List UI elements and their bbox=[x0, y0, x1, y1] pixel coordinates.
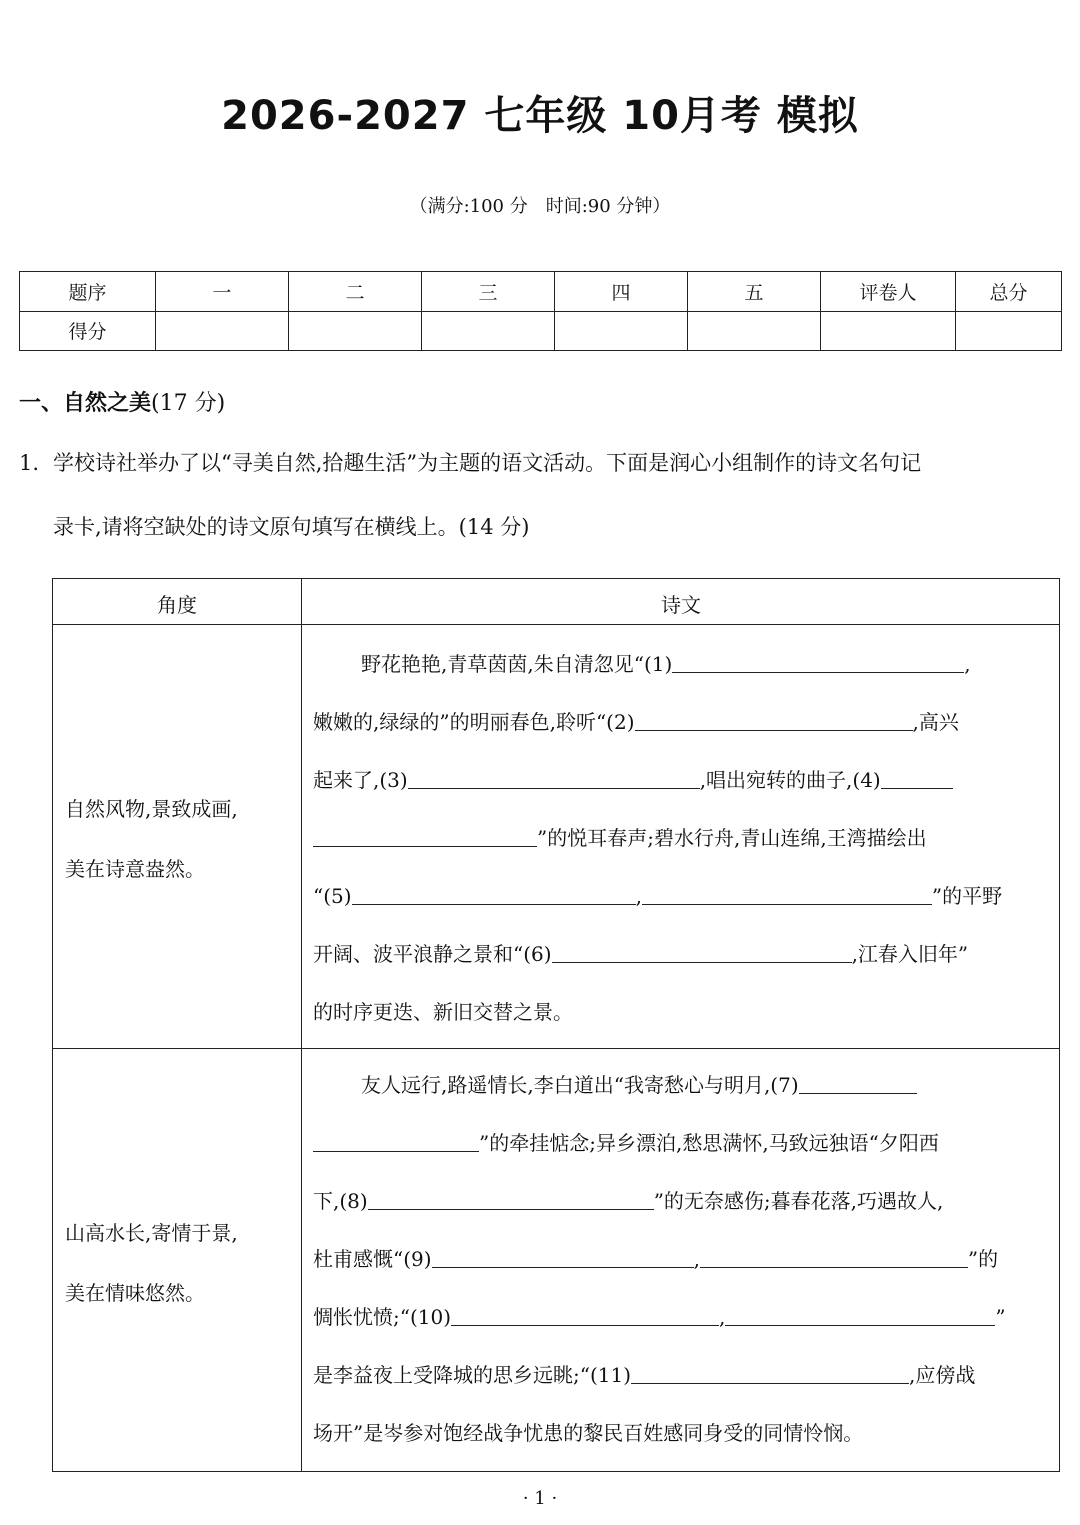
question-text-line-2: 录卡,请将空缺处的诗文原句填写在横线上。(14 分) bbox=[53, 515, 530, 539]
poem-text: ,江春入旧年” bbox=[851, 942, 969, 966]
exam-info: （满分:100 分 时间:90 分钟） bbox=[409, 196, 671, 217]
answer-blank-7-cont[interactable] bbox=[313, 1129, 479, 1152]
score-header-cell: 评卷人 bbox=[821, 272, 956, 312]
score-row-label: 得分 bbox=[20, 311, 156, 351]
score-table-score-row bbox=[20, 311, 1062, 351]
angle-line: 美在情味悠然。 bbox=[65, 1281, 205, 1305]
score-table bbox=[19, 271, 1062, 351]
answer-blank-5b[interactable] bbox=[642, 882, 932, 905]
answer-blank-5a[interactable] bbox=[352, 882, 636, 905]
poem-text: 场开”是岑参对饱经战争忧患的黎民百姓感同身受的同情怜悯。 bbox=[313, 1421, 864, 1445]
score-cell[interactable] bbox=[956, 311, 1062, 351]
poem-text: ,唱出宛转的曲子,(4) bbox=[699, 768, 881, 792]
score-cell[interactable] bbox=[821, 311, 956, 351]
answer-blank-9b[interactable] bbox=[700, 1245, 968, 1268]
poem-text: , bbox=[693, 1247, 700, 1271]
poem-line bbox=[313, 1360, 975, 1390]
poem-text: ”的牵挂惦念;异乡漂泊,愁思满怀,马致远独语“夕阳西 bbox=[479, 1131, 939, 1155]
poetry-record-card bbox=[52, 578, 1060, 1472]
score-table-header-row bbox=[20, 272, 1062, 312]
question-text-line-1: 学校诗社举办了以“寻美自然,拾趣生活”为主题的语文活动。下面是润心小组制作的诗文名句记 bbox=[53, 451, 922, 475]
poem-text: ”的无奈感伤;暮春花落,巧遇故人, bbox=[653, 1189, 944, 1213]
angle-line: 自然风物,景致成画, bbox=[65, 797, 238, 821]
poem-text: 起来了,(3) bbox=[313, 768, 408, 792]
question-number: 1. bbox=[19, 451, 40, 475]
poem-text: ”的 bbox=[967, 1247, 999, 1271]
poem-text: , bbox=[635, 884, 642, 908]
score-cell[interactable] bbox=[422, 311, 555, 351]
answer-blank-7[interactable] bbox=[799, 1071, 917, 1094]
angle-landscape-emotion bbox=[65, 1203, 295, 1323]
answer-blank-10a[interactable] bbox=[451, 1303, 719, 1326]
row-divider bbox=[53, 1048, 1059, 1049]
poem-text: 下,(8) bbox=[313, 1189, 368, 1213]
angle-line: 山高水长,寄情于景, bbox=[65, 1221, 238, 1245]
answer-blank-6[interactable] bbox=[552, 940, 852, 963]
answer-blank-9a[interactable] bbox=[432, 1245, 694, 1268]
poem-line bbox=[313, 1186, 943, 1216]
angle-line: 美在诗意盎然。 bbox=[65, 857, 205, 881]
poem-text: 开阔、波平浪静之景和“(6) bbox=[313, 942, 552, 966]
score-header-cell: 题序 bbox=[20, 272, 156, 312]
score-header-cell: 三 bbox=[422, 272, 555, 312]
poem-text: 嫩嫩的,绿绿的”的明丽春色,聆听“(2) bbox=[313, 710, 635, 734]
answer-blank-4[interactable] bbox=[881, 766, 953, 789]
poem-text: ”的平野 bbox=[931, 884, 1003, 908]
poem-line bbox=[313, 1418, 863, 1448]
header-poem: 诗文 bbox=[661, 593, 701, 617]
poem-line bbox=[313, 1302, 1006, 1332]
score-cell[interactable] bbox=[289, 311, 422, 351]
poem-text: 友人远行,路遥情长,李白道出“我寄愁心与明月,(7) bbox=[361, 1073, 799, 1097]
poem-line bbox=[313, 765, 953, 795]
page-title: 2026-2027 七年级 10月考 模拟 bbox=[221, 93, 859, 139]
score-header-cell: 五 bbox=[688, 272, 821, 312]
answer-blank-3[interactable] bbox=[408, 766, 700, 789]
answer-blank-4-cont[interactable] bbox=[313, 824, 537, 847]
poem-line bbox=[313, 881, 1002, 911]
poem-line bbox=[361, 1070, 917, 1100]
poem-line bbox=[313, 823, 927, 853]
score-header-cell: 总分 bbox=[956, 272, 1062, 312]
poem-text: “(5) bbox=[313, 884, 352, 908]
poem-text: , bbox=[719, 1305, 726, 1329]
score-cell[interactable] bbox=[156, 311, 289, 351]
section-heading bbox=[19, 386, 225, 417]
row-divider bbox=[53, 624, 1059, 625]
poem-text: 杜甫感慨“(9) bbox=[313, 1247, 432, 1271]
poem-line bbox=[313, 939, 968, 969]
column-divider bbox=[301, 579, 302, 1471]
poem-line bbox=[361, 649, 971, 679]
score-cell[interactable] bbox=[688, 311, 821, 351]
answer-blank-8[interactable] bbox=[368, 1187, 654, 1210]
header-angle: 角度 bbox=[157, 593, 197, 617]
score-header-cell: 二 bbox=[289, 272, 422, 312]
poem-text: 惆怅忧愤;“(10) bbox=[313, 1305, 452, 1329]
answer-blank-1[interactable] bbox=[672, 650, 964, 673]
answer-blank-11[interactable] bbox=[631, 1361, 909, 1384]
score-cell[interactable] bbox=[555, 311, 688, 351]
score-header-cell: 一 bbox=[156, 272, 289, 312]
poem-text: ”的悦耳春声;碧水行舟,青山连绵,王湾描绘出 bbox=[537, 826, 927, 850]
poem-text: 的时序更迭、新旧交替之景。 bbox=[313, 1000, 573, 1024]
poem-text: ,应傍战 bbox=[909, 1363, 976, 1387]
poem-text: 是李益夜上受降城的思乡远眺;“(11) bbox=[313, 1363, 632, 1387]
answer-blank-2[interactable] bbox=[635, 708, 913, 731]
section-points: (17 分) bbox=[151, 391, 226, 416]
answer-blank-10b[interactable] bbox=[725, 1303, 995, 1326]
score-header-cell: 四 bbox=[555, 272, 688, 312]
poem-line bbox=[313, 707, 959, 737]
angle-natural-scenery bbox=[65, 779, 295, 899]
poem-text: 野花艳艳,青草茵茵,朱自清忽见“(1) bbox=[361, 652, 673, 676]
poem-line bbox=[313, 1128, 939, 1158]
poem-line bbox=[313, 1244, 998, 1274]
poem-text: ” bbox=[995, 1305, 1006, 1329]
poem-text: , bbox=[964, 652, 971, 676]
section-title: 一、自然之美 bbox=[19, 391, 152, 416]
poem-line bbox=[313, 997, 573, 1027]
page-number: · 1 · bbox=[522, 1488, 558, 1509]
poem-text: ,高兴 bbox=[912, 710, 959, 734]
